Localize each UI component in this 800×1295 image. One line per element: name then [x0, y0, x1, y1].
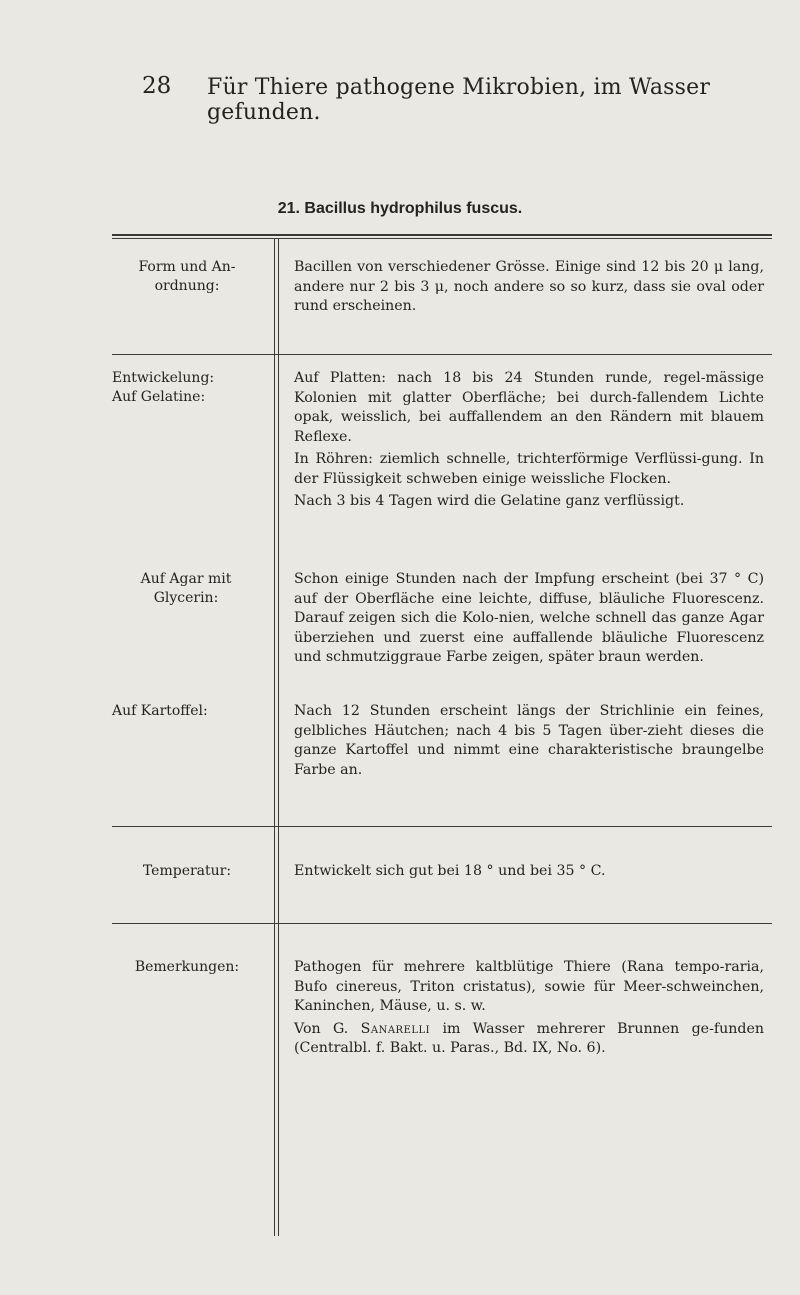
- author-name: Sanarelli: [360, 1020, 431, 1037]
- kartoffel-description: Nach 12 Stunden erscheint längs der Strichlinie ein feines, gelbliches Häutchen; nach 4 bis 5 Tagen über-zieht dieses die ganze Kartoffel und nimmt eine charakteristische braungelbe Farbe an.: [294, 703, 764, 778]
- page-number: 28: [142, 73, 172, 99]
- row-text-bemerkungen: [294, 958, 764, 1059]
- row-text-form: [294, 258, 764, 317]
- row-label-form: Form und An-ordnung:: [138, 259, 236, 294]
- bemerkungen-pathogen: Pathogen für mehrere kaltblütige Thiere (Rana tempo-raria, Bufo cinereus, Triton cristatus), sowie für Meer-schweinchen, Kaninchen, Mäuse, u. s. w.: [294, 959, 764, 1014]
- gelatine-platten: Auf Platten: nach 18 bis 24 Stunden runde, regel-mässige Kolonien mit glatter Oberfläche; bei durch-fallendem Lichte opak, weisslich, bei auffallendem an den Rändern mit blauem Reflexe.: [294, 370, 764, 445]
- fundort-post: im Wasser mehrerer Brunnen ge-funden (Centralbl. f. Bakt. u. Paras., Bd. IX, No. 6).: [294, 1020, 765, 1056]
- table-top-rule: [112, 234, 772, 236]
- bemerkungen-fundort: [294, 1020, 764, 1059]
- row-divider: [112, 354, 772, 355]
- row-divider: [112, 923, 772, 924]
- running-title: Für Thiere pathogene Mikrobien, im Wasser gefunden.: [207, 75, 711, 125]
- row-label-bemerkungen: Bemerkungen:: [134, 959, 240, 975]
- form-description: Bacillen von verschiedener Grösse. Einige sind 12 bis 20 μ lang, andere nur 2 bis 3 μ, noch andere so so kurz, dass sie oval oder rund erscheinen.: [294, 259, 764, 314]
- row-label-agar: Auf Agar mit Glycerin:: [140, 571, 232, 606]
- table-title: 21. Bacillus hydrophilus fuscus.: [277, 200, 523, 217]
- row-divider: [112, 826, 772, 827]
- label-gelatine: Auf Gelatine:: [112, 389, 206, 405]
- fundort-pre: Von G.: [294, 1020, 349, 1037]
- row-text-temperatur: [294, 862, 764, 882]
- agar-description: Schon einige Stunden nach der Impfung erscheint (bei 37 ° C) auf der Oberfläche eine leichte, diffuse, bläuliche Fluorescenz. Darauf zeigen sich die Kolo-nien, welche schnell das ganze Agar überziehen und zuerst eine auffallende bläuliche Fluorescenz und schmutziggraue Farbe zeigen, später braun werden.: [294, 571, 764, 665]
- table-top-rule-thin: [112, 238, 772, 239]
- label-entwickelung: Entwickelung:: [112, 370, 215, 386]
- gelatine-verfluessigt: Nach 3 bis 4 Tagen wird die Gelatine ganz verflüssigt.: [294, 493, 685, 509]
- row-text-gelatine: [294, 369, 764, 512]
- row-label-temperatur: Temperatur:: [142, 863, 232, 879]
- gelatine-roehren: In Röhren: ziemlich schnelle, trichterförmige Verflüssi-gung. In der Flüssigkeit schweben einige weissliche Flocken.: [294, 451, 764, 487]
- row-label-kartoffel: Auf Kartoffel:: [112, 703, 208, 719]
- row-label-entwickelung: [112, 369, 270, 407]
- temperatur-description: Entwickelt sich gut bei 18 ° und bei 35 ° C.: [294, 863, 606, 879]
- row-text-agar: [294, 570, 764, 668]
- row-text-kartoffel: [294, 702, 764, 780]
- column-divider: [274, 239, 275, 1236]
- column-divider-double: [278, 239, 279, 1236]
